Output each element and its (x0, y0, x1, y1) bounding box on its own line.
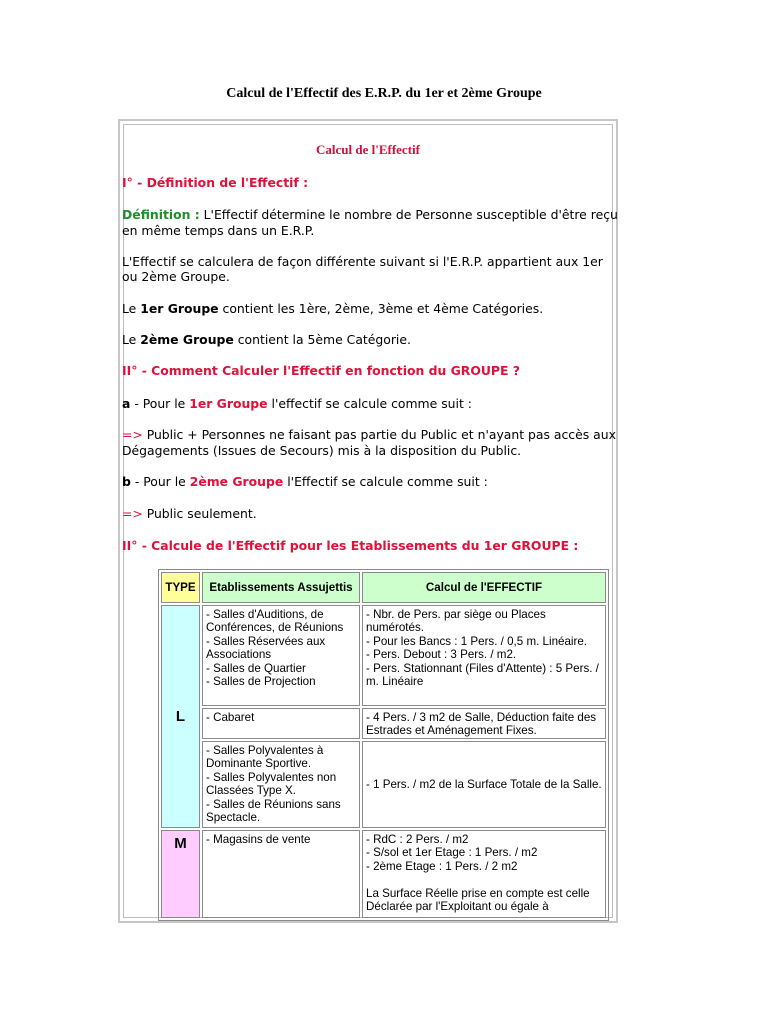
calc-cell-row2: - 4 Pers. / 3 m2 de Salle, Déduction faite des Estrades et Aménagement Fixes. (362, 708, 606, 739)
section-title: Calcul de l'Effectif (316, 142, 420, 157)
definition-label: Définition : (122, 207, 200, 222)
group-a-result-1: => Public + Personnes ne faisant pas partie du Public et n'ayant pas accès aux (122, 427, 616, 442)
calc-cell-row4: - RdC : 2 Pers. / m2 - S/sol et 1er Etage : 1 Pers. / m2 - 2ème Etage : 1 Pers. / 2 m2 La Surface Réelle prise en compte est celle Déclarée par l'Exploitant ou égale à (362, 830, 606, 918)
est-cell-row1: - Salles d'Auditions, de Conférences, de Réunions - Salles Réservées aux Associations - Salles de Quartier - Salles de Projection (202, 605, 360, 706)
definition-text-1: L'Effectif détermine le nombre de Personne susceptible d'être reçu (199, 207, 618, 222)
calc-cell-row3: - 1 Pers. / m2 de la Surface Totale de la Salle. (362, 741, 606, 828)
header-type: TYPE (161, 572, 200, 603)
calc-cell-row1: - Nbr. de Pers. par siège ou Places numérotés. - Pour les Bancs : 1 Pers. / 0,5 m. Linéaire. - Pers. Debout : 3 Pers. / m2. - Pers. Stationnant (Files d'Attente) : 5 Pers. / m. Linéaire (362, 605, 606, 706)
est-cell-row4: - Magasins de vente (202, 830, 360, 918)
group2-line: Le 2ème Groupe contient la 5ème Catégorie. (122, 332, 411, 347)
header-establishments: Etablissements Assujettis (202, 572, 360, 603)
header-calcul: Calcul de l'EFFECTIF (362, 572, 606, 603)
calc-text-2: ou 2ème Groupe. (122, 269, 230, 284)
est-cell-row3: - Salles Polyvalentes à Dominante Sportive. - Salles Polyvalentes non Classées Type X. - Salles de Réunions sans Spectacle. (202, 741, 360, 828)
group-b-line: b - Pour le 2ème Groupe l'Effectif se calcule comme suit : (122, 474, 488, 489)
group-a-result-2: Dégagements (Issues de Secours) mis à la disposition du Public. (122, 443, 522, 458)
type-cell-M: M (161, 830, 200, 918)
est-cell-row2: - Cabaret (202, 708, 360, 739)
heading-3: II° - Calcule de l'Effectif pour les Etablissements du 1er GROUPE : (122, 538, 579, 553)
group-b-result: => Public seulement. (122, 506, 257, 521)
definition-text-2: en même temps dans un E.R.P. (122, 223, 315, 238)
definition-heading: I° - Définition de l'Effectif : (122, 175, 309, 190)
group-a-line: a - Pour le 1er Groupe l'effectif se calcule comme suit : (122, 396, 472, 411)
type-cell-L: L (161, 605, 200, 828)
group1-line: Le 1er Groupe contient les 1ère, 2ème, 3ème et 4ème Catégories. (122, 301, 544, 316)
page-title: Calcul de l'Effectif des E.R.P. du 1er et 2ème Groupe (226, 86, 542, 101)
heading-2: II° - Comment Calculer l'Effectif en fonction du GROUPE ? (122, 363, 520, 378)
calc-text-1: L'Effectif se calculera de façon différente suivant si l'E.R.P. appartient aux 1er (122, 254, 603, 269)
definition-paragraph (122, 207, 618, 223)
